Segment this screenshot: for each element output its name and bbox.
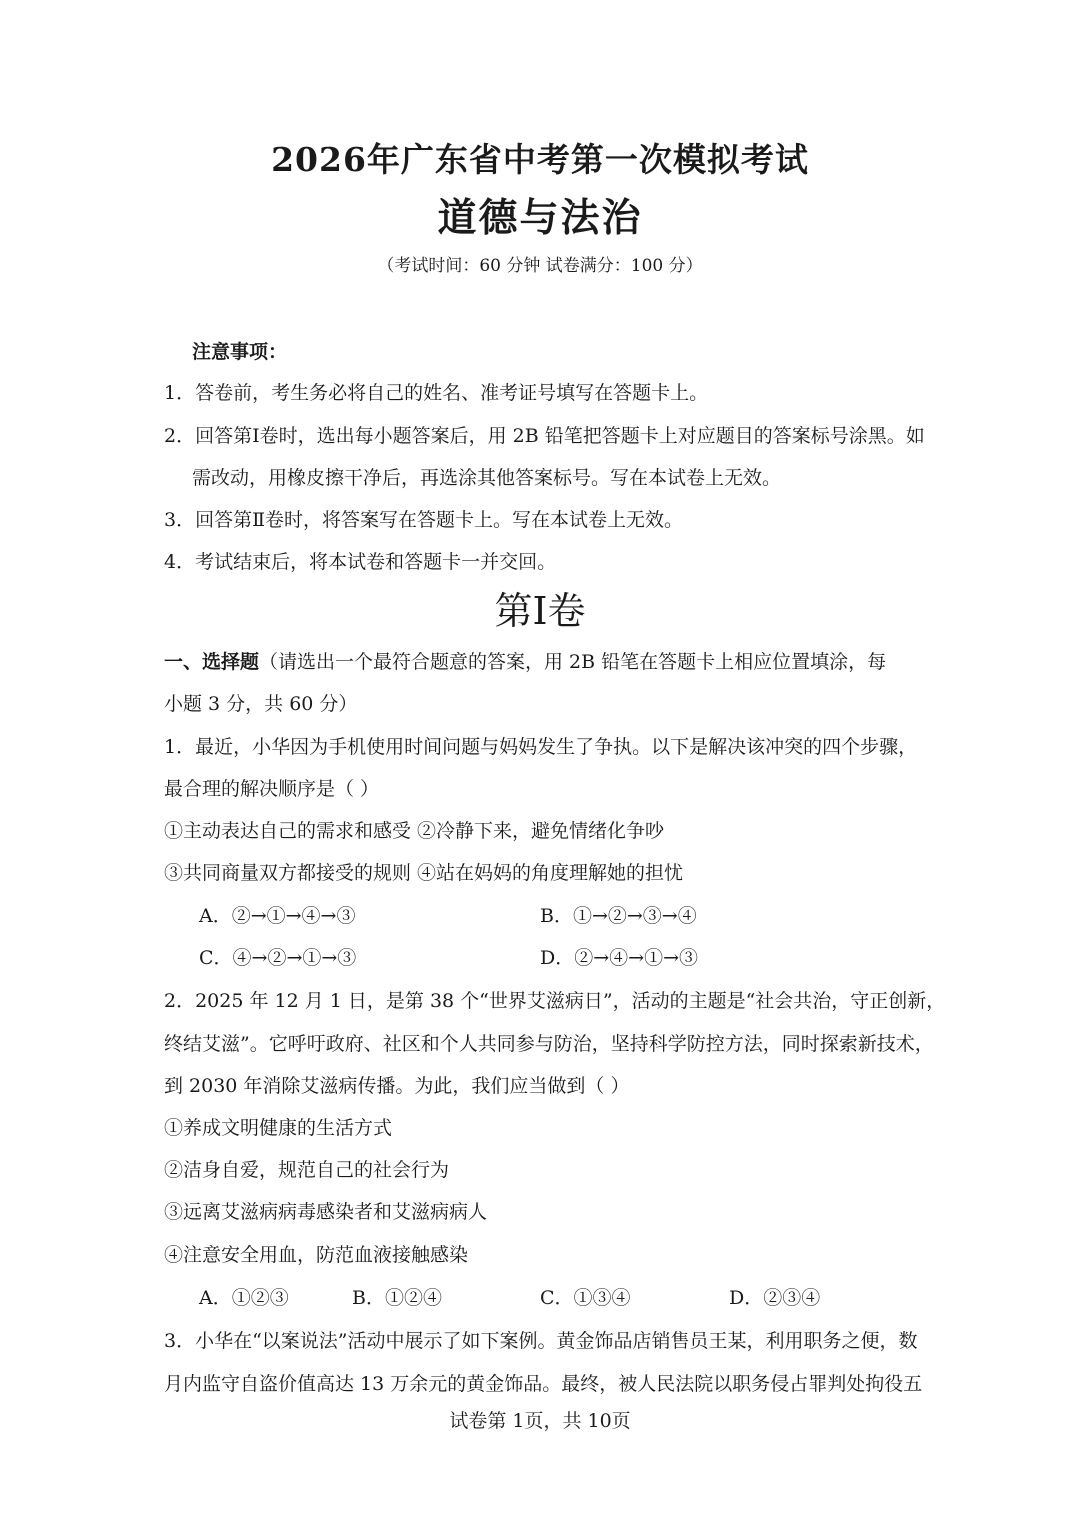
question-2-statement: ④注意安全用血，防范血液接触感染 xyxy=(164,1244,469,1266)
notice-title: 注意事项： xyxy=(192,341,288,363)
exam-info: （考试时间：60 分钟 试卷满分：100 分） xyxy=(377,256,703,276)
question-1-option-a: A．②→①→④→③ xyxy=(199,905,356,927)
notice-item: 2．回答第Ⅰ卷时，选出每小题答案后，用 2B 铅笔把答题卡上对应题目的答案标号涂黑。如 xyxy=(164,425,925,447)
volume-title: 第Ⅰ卷 xyxy=(494,589,586,633)
question-2-stem-cont: 到 2030 年消除艾滋病传播。为此，我们应当做到（ ） xyxy=(164,1075,630,1097)
notice-item: 1．答卷前，考生务必将自己的姓名、准考证号填写在答题卡上。 xyxy=(164,382,709,404)
question-2-option-a: A．①②③ xyxy=(199,1287,289,1309)
question-2-option-b: B．①②④ xyxy=(352,1287,442,1309)
section-heading-line xyxy=(164,649,886,675)
question-1-option-b: B．①→②→③→④ xyxy=(540,905,697,927)
notice-item: 3．回答第Ⅱ卷时，将答案写在答题卡上。写在本试卷上无效。 xyxy=(164,509,684,531)
section-heading: 一、选择题 xyxy=(164,651,260,673)
question-2-statement: ②洁身自爱，规范自己的社会行为 xyxy=(164,1159,450,1181)
section-instruction: （请选出一个最符合题意的答案，用 2B 铅笔在答题卡上相应位置填涂，每 xyxy=(259,651,887,673)
subject-title: 道德与法治 xyxy=(437,195,643,241)
question-1-stem: 1．最近，小华因为手机使用时间问题与妈妈发生了争执。以下是解决该冲突的四个步骤， xyxy=(164,736,918,758)
question-1-option-c: C．④→②→①→③ xyxy=(199,947,357,969)
question-2-statement: ③远离艾滋病病毒感染者和艾滋病病人 xyxy=(164,1201,488,1223)
page-footer: 试卷第 1页，共 10页 xyxy=(449,1410,631,1432)
notice-item: 需改动，用橡皮擦干净后，再选涂其他答案标号。写在本试卷上无效。 xyxy=(192,467,782,489)
question-1-statement: ③共同商量双方都接受的规则 ④站在妈妈的角度理解她的担忧 xyxy=(164,862,684,884)
question-2-stem-cont: 终结艾滋”。它呼吁政府、社区和个人共同参与防治，坚持科学防控方法，同时探索新技术， xyxy=(164,1033,934,1055)
question-2-option-d: D．②③④ xyxy=(729,1287,821,1309)
question-3-stem-cont: 月内监守自盗价值高达 13 万余元的黄金饰品。最终，被人民法院以职务侵占罪判处拘役五 xyxy=(164,1373,923,1395)
question-1-stem-cont: 最合理的解决顺序是（ ） xyxy=(164,778,380,800)
question-1-option-d: D．②→④→①→③ xyxy=(540,947,698,969)
question-3-stem: 3．小华在“以案说法”活动中展示了如下案例。黄金饰品店销售员王某，利用职务之便，数 xyxy=(164,1330,918,1352)
section-instruction-cont: 小题 3 分，共 60 分） xyxy=(164,693,358,715)
exam-title: 2026年广东省中考第一次模拟考试 xyxy=(271,140,809,179)
notice-item: 4．考试结束后，将本试卷和答题卡一并交回。 xyxy=(164,551,557,573)
question-2-stem: 2．2025 年 12 月 1 日，是第 38 个“世界艾滋病日”，活动的主题是“社会共治，守正创新， xyxy=(164,990,946,1012)
question-2-option-c: C．①③④ xyxy=(540,1287,631,1309)
question-1-statement: ①主动表达自己的需求和感受 ②冷静下来，避免情绪化争吵 xyxy=(164,820,665,842)
question-2-statement: ①养成文明健康的生活方式 xyxy=(164,1117,393,1139)
